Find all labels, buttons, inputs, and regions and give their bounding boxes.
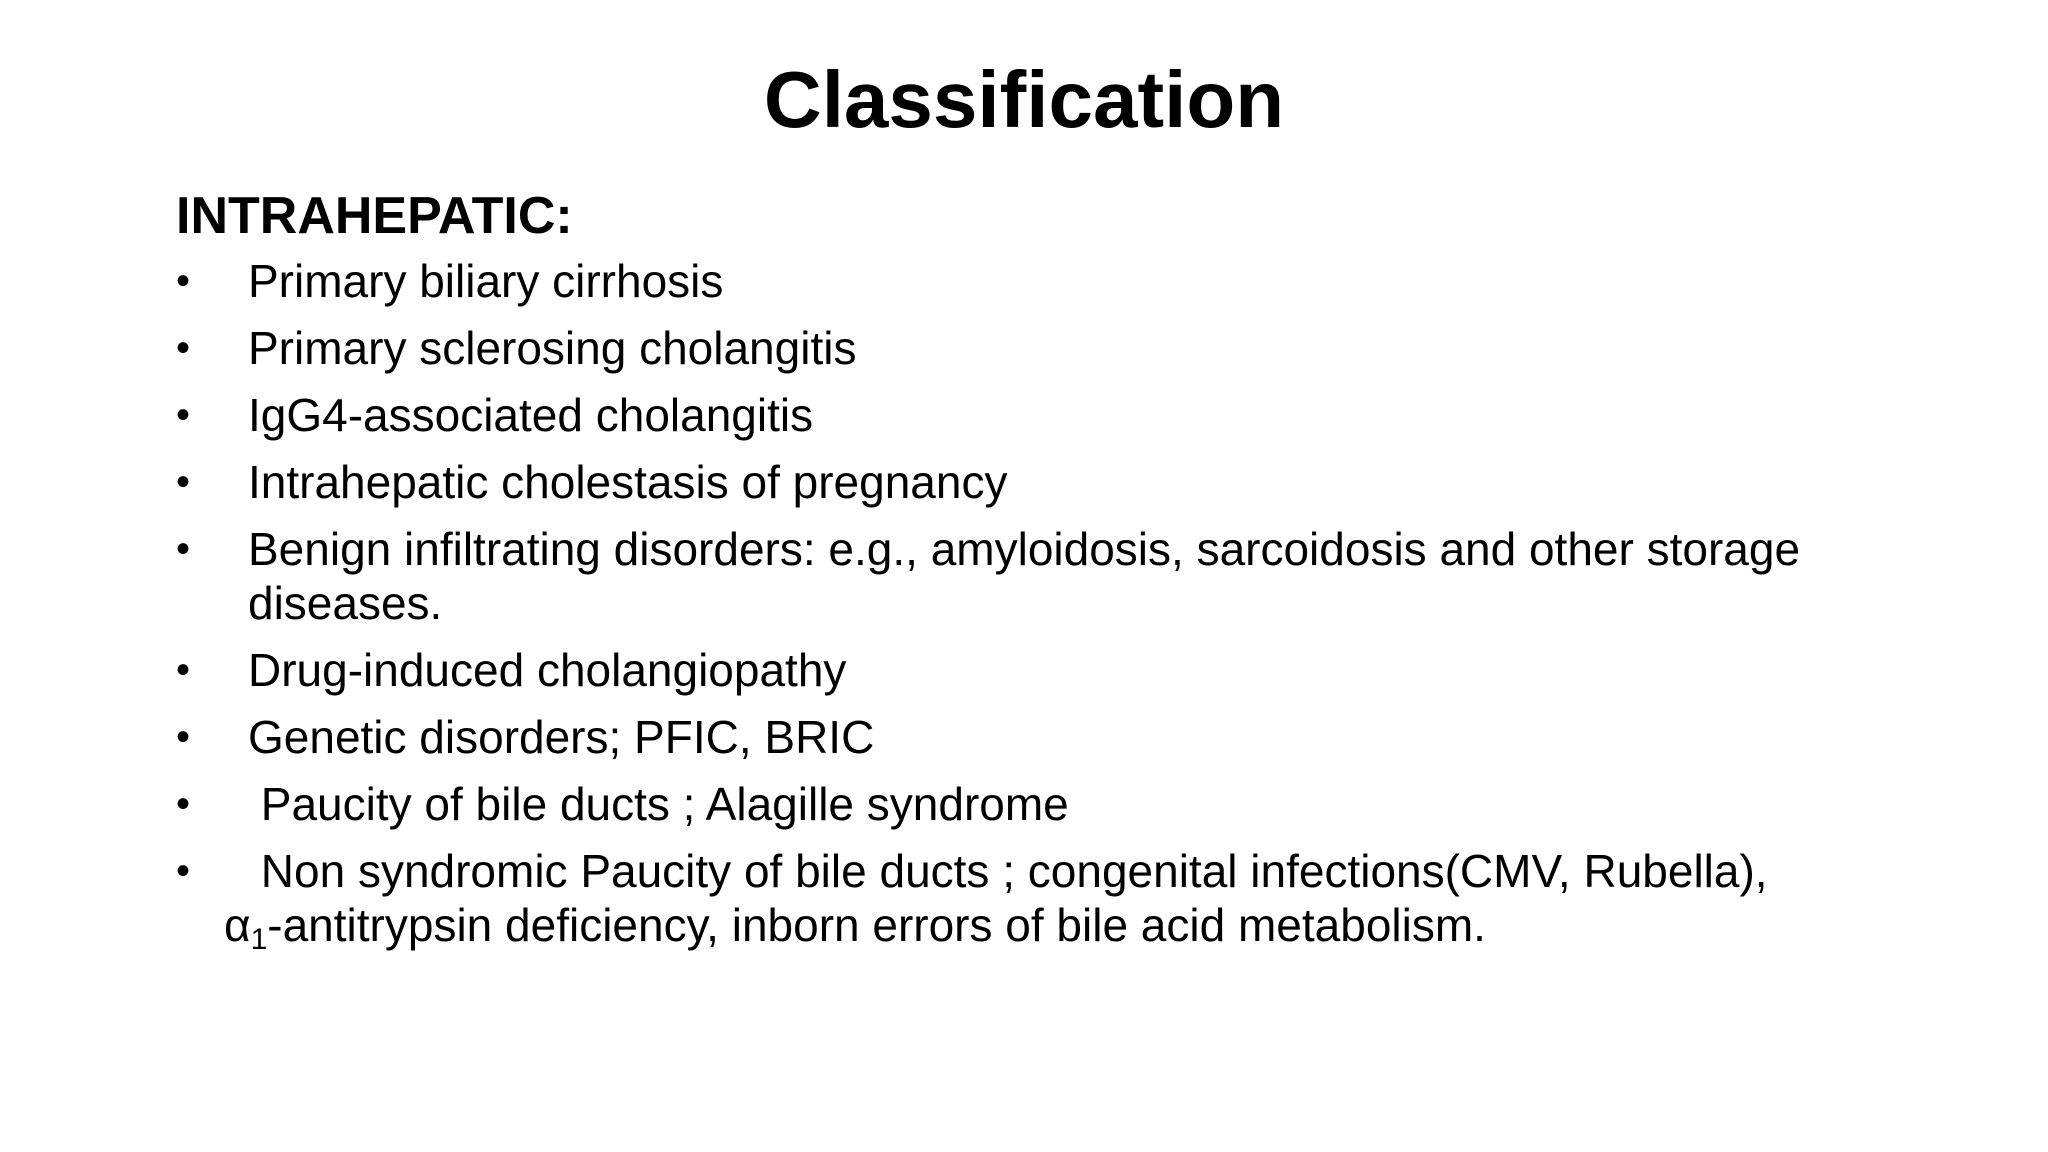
- list-item-text: Primary biliary cirrhosis: [248, 255, 724, 307]
- bullet-icon: •: [176, 527, 191, 571]
- bullet-icon: •: [176, 259, 191, 303]
- list-item-text: Genetic disorders; PFIC, BRIC: [248, 711, 875, 763]
- list-item: [176, 455, 1956, 509]
- list-item-text: Paucity of bile ducts ; Alagille syndrome: [248, 778, 1069, 830]
- bullet-icon: •: [176, 849, 191, 893]
- list-item-text: Intrahepatic cholestasis of pregnancy: [248, 456, 1008, 508]
- list-item: [176, 522, 1956, 630]
- bullet-icon: •: [176, 648, 191, 692]
- slide-title: Classification: [763, 55, 1285, 144]
- bullet-icon: •: [176, 393, 191, 437]
- list-item: [176, 844, 1956, 956]
- list-item-text-line2-rest: -antitrypsin deficiency, inborn errors of bile acid metabolism.: [267, 899, 1486, 951]
- list-item-text-line2: [224, 898, 1956, 956]
- section-heading: INTRAHEPATIC:: [176, 187, 573, 245]
- list-item: [176, 643, 1956, 697]
- subscript: 1: [250, 923, 268, 956]
- bullet-icon: •: [176, 460, 191, 504]
- bullet-icon: •: [176, 782, 191, 826]
- list-item-text: Drug-induced cholangiopathy: [248, 644, 847, 696]
- list-item: [176, 710, 1956, 764]
- list-item-text: Benign infiltrating disorders: e.g., amyloidosis, sarcoidosis and other storage diseases.: [248, 523, 1801, 629]
- list-item: [176, 777, 1956, 831]
- bullet-list: [176, 254, 1956, 965]
- list-item: [176, 321, 1956, 375]
- list-item-text: Primary sclerosing cholangitis: [248, 322, 857, 374]
- bullet-icon: •: [176, 715, 191, 759]
- list-item-text-line1: Non syndromic Paucity of bile ducts ; congenital infections(CMV, Rubella),: [248, 845, 1768, 897]
- alpha-symbol: α: [224, 899, 251, 951]
- list-item-text: IgG4-associated cholangitis: [248, 389, 814, 441]
- list-item: [176, 388, 1956, 442]
- list-item: [176, 254, 1956, 308]
- bullet-icon: •: [176, 326, 191, 370]
